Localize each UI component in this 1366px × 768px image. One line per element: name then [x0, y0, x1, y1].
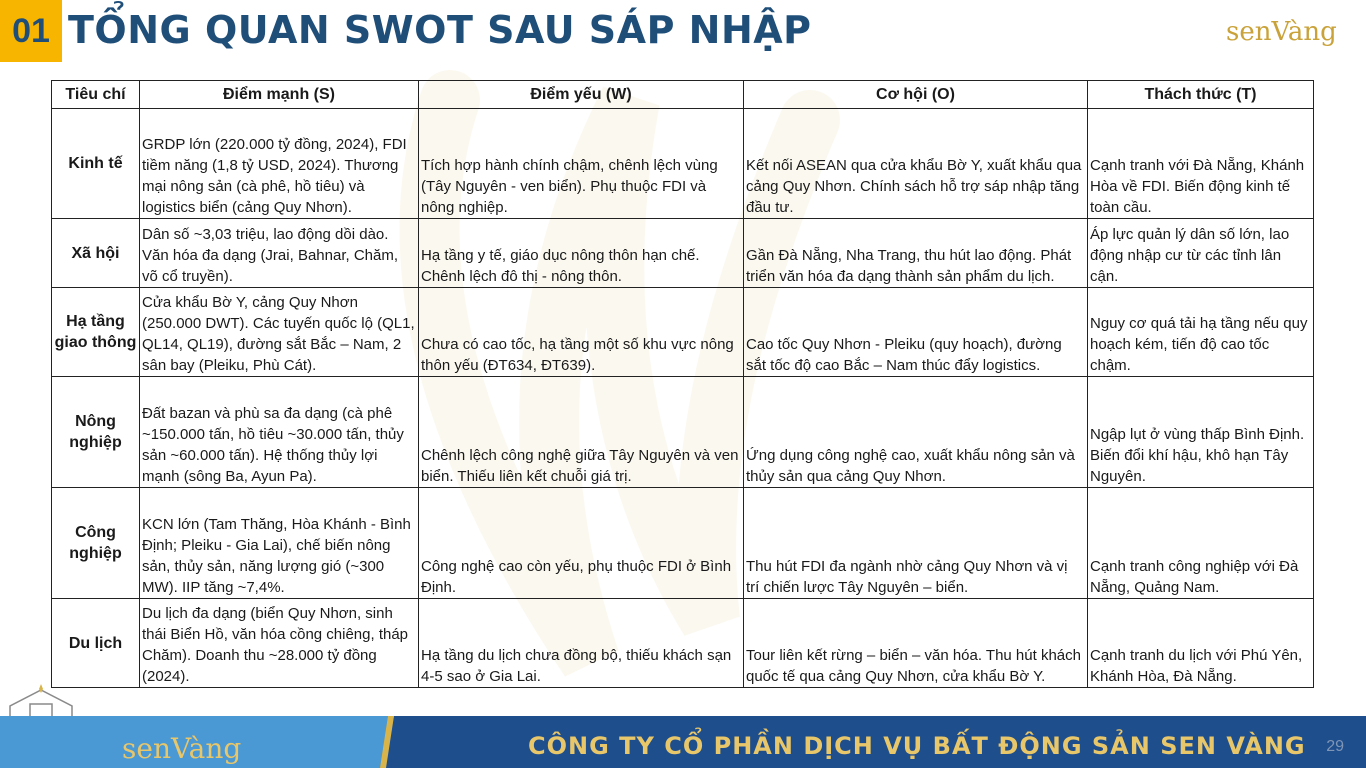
- threats-cell: Nguy cơ quá tải hạ tầng nếu quy hoạch kém, tiến độ cao tốc chậm.: [1088, 288, 1314, 377]
- threats-cell: Cạnh tranh công nghiệp với Đà Nẵng, Quảng Nam.: [1088, 488, 1314, 599]
- threats-cell: Cạnh tranh với Đà Nẵng, Khánh Hòa về FDI. Biến động kinh tế toàn cầu.: [1088, 109, 1314, 219]
- brand-logo: [1224, 8, 1356, 50]
- table-row: [52, 288, 1314, 377]
- criterion-cell: Hạ tầng giao thông: [52, 288, 140, 377]
- strengths-cell: Đất bazan và phù sa đa dạng (cà phê ~150.000 tấn, hồ tiêu ~30.000 tấn, thủy sản ~60.000 tấn). Hệ thống thủy lợi mạnh (sông Ba, Ayun Pa).: [140, 377, 419, 488]
- column-header-weaknesses: Điểm yếu (W): [419, 81, 744, 109]
- weaknesses-cell: Hạ tầng du lịch chưa đồng bộ, thiếu khách sạn 4-5 sao ở Gia Lai.: [419, 599, 744, 688]
- building-icon: [6, 684, 76, 718]
- threats-cell: Ngập lụt ở vùng thấp Bình Định. Biến đổi khí hậu, khô hạn Tây Nguyên.: [1088, 377, 1314, 488]
- threats-cell: Áp lực quản lý dân số lớn, lao động nhập cư từ các tỉnh lân cận.: [1088, 219, 1314, 288]
- weaknesses-cell: Chênh lệch công nghệ giữa Tây Nguyên và ven biển. Thiếu liên kết chuỗi giá trị.: [419, 377, 744, 488]
- column-header-strengths: Điểm mạnh (S): [140, 81, 419, 109]
- table-header-row: [52, 81, 1314, 109]
- page-number: 29: [1326, 738, 1344, 755]
- brand-logo-text: senVàng: [1226, 17, 1337, 47]
- weaknesses-cell: Công nghệ cao còn yếu, phụ thuộc FDI ở Bình Định.: [419, 488, 744, 599]
- opportunities-cell: Thu hút FDI đa ngành nhờ cảng Quy Nhơn và vị trí chiến lược Tây Nguyên – biển.: [744, 488, 1088, 599]
- footer-bar: [0, 716, 1366, 768]
- weaknesses-cell: Hạ tầng y tế, giáo dục nông thôn hạn chế. Chênh lệch đô thị - nông thôn.: [419, 219, 744, 288]
- table-row: [52, 488, 1314, 599]
- criterion-cell: Công nghiệp: [52, 488, 140, 599]
- strengths-cell: Du lịch đa dạng (biển Quy Nhơn, sinh thái Biển Hồ, văn hóa cồng chiêng, tháp Chăm). Doanh thu ~28.000 tỷ đồng (2024).: [140, 599, 419, 688]
- footer-logo-text: senVàng: [122, 732, 242, 764]
- table-row: [52, 599, 1314, 688]
- strengths-cell: Dân số ~3,03 triệu, lao động dồi dào. Văn hóa đa dạng (Jrai, Bahnar, Chăm, võ cổ truyền).: [140, 219, 419, 288]
- table-row: [52, 219, 1314, 288]
- criterion-cell: Nông nghiệp: [52, 377, 140, 488]
- swot-table: [51, 80, 1314, 688]
- criterion-cell: Kinh tế: [52, 109, 140, 219]
- weaknesses-cell: Chưa có cao tốc, hạ tầng một số khu vực nông thôn yếu (ĐT634, ĐT639).: [419, 288, 744, 377]
- opportunities-cell: Ứng dụng công nghệ cao, xuất khẩu nông sản và thủy sản qua cảng Quy Nhơn.: [744, 377, 1088, 488]
- footer-logo: [120, 730, 250, 764]
- strengths-cell: GRDP lớn (220.000 tỷ đồng, 2024), FDI tiềm năng (1,8 tỷ USD, 2024). Thương mại nông sản (cà phê, hồ tiêu) và logistics biển (cảng Quy Nhơn).: [140, 109, 419, 219]
- section-number: 01: [0, 0, 62, 62]
- opportunities-cell: Tour liên kết rừng – biển – văn hóa. Thu hút khách quốc tế qua cảng Quy Nhơn, cửa khẩu Bờ Y.: [744, 599, 1088, 688]
- column-header-criterion: Tiêu chí: [52, 81, 140, 109]
- criterion-cell: Du lịch: [52, 599, 140, 688]
- footer-company-name: CÔNG TY CỔ PHẦN DỊCH VỤ BẤT ĐỘNG SẢN SEN VÀNG: [528, 732, 1306, 760]
- strengths-cell: Cửa khẩu Bờ Y, cảng Quy Nhơn (250.000 DWT). Các tuyến quốc lộ (QL1, QL14, QL19), đường sắt Bắc – Nam, 2 sân bay (Pleiku, Phù Cát).: [140, 288, 419, 377]
- page-title: TỔNG QUAN SWOT SAU SÁP NHẬP: [68, 8, 812, 52]
- column-header-opportunities: Cơ hội (O): [744, 81, 1088, 109]
- table-row: [52, 377, 1314, 488]
- weaknesses-cell: Tích hợp hành chính chậm, chênh lệch vùng (Tây Nguyên - ven biển). Phụ thuộc FDI và nông nghiệp.: [419, 109, 744, 219]
- criterion-cell: Xã hội: [52, 219, 140, 288]
- table-row: [52, 109, 1314, 219]
- threats-cell: Cạnh tranh du lịch với Phú Yên, Khánh Hòa, Đà Nẵng.: [1088, 599, 1314, 688]
- opportunities-cell: Gần Đà Nẵng, Nha Trang, thu hút lao động. Phát triển văn hóa đa dạng thành sản phẩm du lịch.: [744, 219, 1088, 288]
- opportunities-cell: Cao tốc Quy Nhơn - Pleiku (quy hoạch), đường sắt tốc độ cao Bắc – Nam thúc đẩy logistics.: [744, 288, 1088, 377]
- strengths-cell: KCN lớn (Tam Thăng, Hòa Khánh - Bình Định; Pleiku - Gia Lai), chế biến nông sản, thủy sản, năng lượng gió (~300 MW). IIP tăng ~7,4%.: [140, 488, 419, 599]
- column-header-threats: Thách thức (T): [1088, 81, 1314, 109]
- opportunities-cell: Kết nối ASEAN qua cửa khẩu Bờ Y, xuất khẩu qua cảng Quy Nhơn. Chính sách hỗ trợ sáp nhập tăng đầu tư.: [744, 109, 1088, 219]
